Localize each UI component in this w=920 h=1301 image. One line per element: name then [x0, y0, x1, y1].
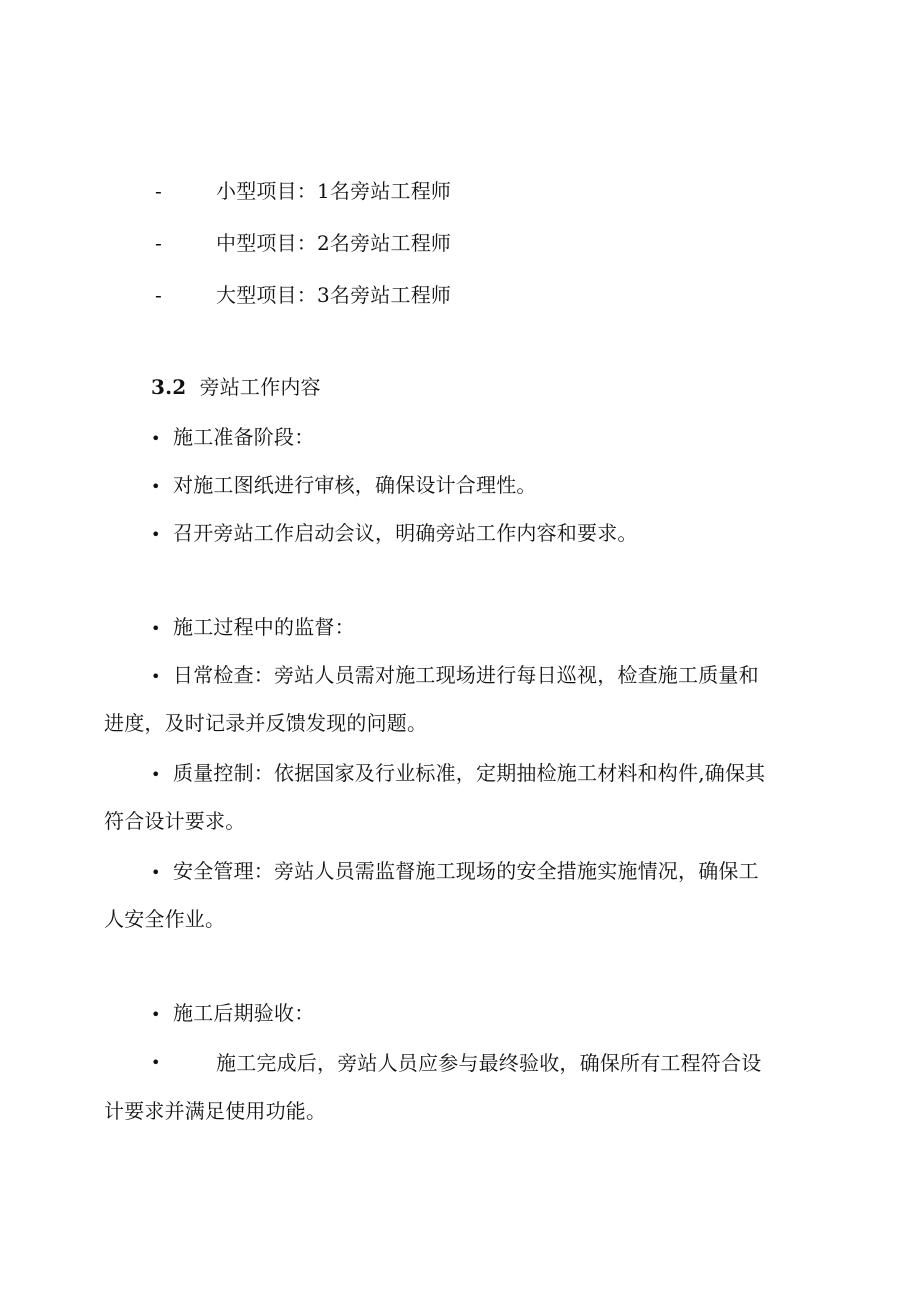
bullet-icon: •: [151, 619, 161, 638]
staffing-large: 大型项目：3名旁站工程师: [216, 283, 452, 307]
daily-check-line2: 进度，及时记录并反馈发现的问题。: [104, 711, 428, 735]
prep-heading: • 施工准备阶段：: [151, 424, 314, 452]
section-number: 3.2: [151, 375, 187, 399]
bullet-icon: •: [151, 1005, 161, 1024]
bullet-icon: •: [151, 477, 161, 496]
process-heading: • 施工过程中的监督：: [151, 614, 355, 642]
staffing-medium: 中型项目：2名旁站工程师: [216, 231, 452, 255]
safety-management-line2: 人安全作业。: [104, 907, 226, 931]
list-dash: -: [155, 231, 162, 255]
list-item: • 对施工图纸进行审核，确保设计合理性。: [151, 472, 537, 500]
bullet-icon: •: [151, 863, 161, 882]
bullet-icon: •: [151, 1053, 161, 1072]
staffing-small: 小型项目：1名旁站工程师: [216, 179, 452, 203]
bullet-icon: •: [151, 429, 161, 448]
list-dash: -: [155, 283, 162, 307]
acceptance-line1: 施工完成后，旁站人员应参与最终验收，确保所有工程符合设: [216, 1051, 762, 1075]
section-heading: [151, 374, 321, 400]
bullet-icon: •: [151, 667, 161, 686]
list-item: • 召开旁站工作启动会议，明确旁站工作内容和要求。: [151, 520, 638, 548]
quality-control-line2: 符合设计要求。: [104, 809, 246, 833]
acceptance-line2: 计要求并满足使用功能。: [104, 1099, 327, 1123]
list-dash: -: [155, 179, 162, 203]
section-title: 旁站工作内容: [199, 375, 321, 399]
quality-control-line1: • 质量控制：依据国家及行业标准，定期抽检施工材料和构件,确保其: [151, 760, 765, 788]
daily-check-line1: • 日常检查：旁站人员需对施工现场进行每日巡视，检查施工质量和: [151, 662, 759, 690]
safety-management-line1: • 安全管理：旁站人员需监督施工现场的安全措施实施情况，确保工: [151, 858, 759, 886]
bullet-icon: •: [151, 765, 161, 784]
acceptance-heading: • 施工后期验收：: [151, 1000, 314, 1028]
bullet-icon: •: [151, 525, 161, 544]
